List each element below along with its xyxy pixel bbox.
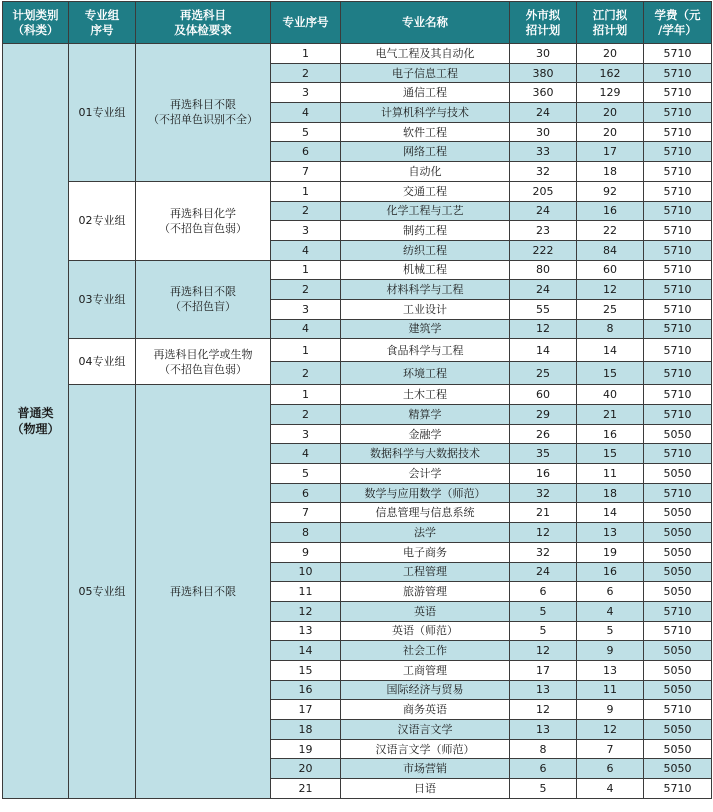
outer-city-plan-cell: 6 bbox=[510, 582, 577, 602]
outer-city-plan-cell: 24 bbox=[510, 201, 577, 221]
outer-city-plan-cell: 5 bbox=[510, 601, 577, 621]
major-number-cell: 16 bbox=[271, 680, 341, 700]
jiangmen-plan-cell: 6 bbox=[577, 759, 644, 779]
tuition-cell: 5050 bbox=[644, 582, 712, 602]
header-text: 再选科目 及体检要求 bbox=[174, 7, 232, 37]
jiangmen-plan-cell: 16 bbox=[577, 424, 644, 444]
major-name-cell: 社会工作 bbox=[341, 641, 510, 661]
subject-requirement-cell: 再选科目化学或生物 （不招色盲色弱） bbox=[136, 339, 271, 385]
jiangmen-plan-cell: 25 bbox=[577, 299, 644, 319]
jiangmen-plan-cell: 9 bbox=[577, 700, 644, 720]
tuition-cell: 5050 bbox=[644, 464, 712, 484]
jiangmen-plan-cell: 92 bbox=[577, 181, 644, 201]
header-text: 计划类别 （科类） bbox=[12, 7, 59, 37]
major-name-cell: 汉语言文学（师范） bbox=[341, 739, 510, 759]
major-name-cell: 汉语言文学 bbox=[341, 720, 510, 740]
major-number-cell: 6 bbox=[271, 142, 341, 162]
major-number-cell: 11 bbox=[271, 582, 341, 602]
tuition-cell: 5710 bbox=[644, 444, 712, 464]
major-name-cell: 电子信息工程 bbox=[341, 63, 510, 83]
jiangmen-plan-cell: 8 bbox=[577, 319, 644, 339]
major-name-cell: 机械工程 bbox=[341, 260, 510, 280]
outer-city-plan-cell: 29 bbox=[510, 405, 577, 425]
major-name-cell: 市场营销 bbox=[341, 759, 510, 779]
major-name-cell: 电子商务 bbox=[341, 542, 510, 562]
major-name-cell: 精算学 bbox=[341, 405, 510, 425]
outer-city-plan-cell: 16 bbox=[510, 464, 577, 484]
major-number-cell: 1 bbox=[271, 260, 341, 280]
major-number-cell: 1 bbox=[271, 44, 341, 64]
tuition-cell: 5050 bbox=[644, 720, 712, 740]
header-jiangmen-plan bbox=[577, 2, 644, 44]
major-number-cell: 3 bbox=[271, 299, 341, 319]
jiangmen-plan-cell: 20 bbox=[577, 122, 644, 142]
major-name-cell: 食品科学与工程 bbox=[341, 339, 510, 362]
jiangmen-plan-cell: 18 bbox=[577, 483, 644, 503]
jiangmen-plan-cell: 60 bbox=[577, 260, 644, 280]
header-group-number bbox=[69, 2, 136, 44]
outer-city-plan-cell: 21 bbox=[510, 503, 577, 523]
tuition-cell: 5710 bbox=[644, 201, 712, 221]
table-row bbox=[3, 385, 712, 405]
tuition-cell: 5710 bbox=[644, 385, 712, 405]
jiangmen-plan-cell: 20 bbox=[577, 44, 644, 64]
major-name-cell: 交通工程 bbox=[341, 181, 510, 201]
jiangmen-plan-cell: 14 bbox=[577, 339, 644, 362]
outer-city-plan-cell: 12 bbox=[510, 700, 577, 720]
outer-city-plan-cell: 32 bbox=[510, 542, 577, 562]
major-name-cell: 纺织工程 bbox=[341, 240, 510, 260]
major-number-cell: 3 bbox=[271, 424, 341, 444]
header-text: 专业组 序号 bbox=[84, 7, 120, 37]
major-number-cell: 4 bbox=[271, 103, 341, 123]
jiangmen-plan-cell: 18 bbox=[577, 162, 644, 182]
outer-city-plan-cell: 13 bbox=[510, 720, 577, 740]
header-text: 专业名称 bbox=[402, 15, 448, 29]
outer-city-plan-cell: 360 bbox=[510, 83, 577, 103]
tuition-cell: 5050 bbox=[644, 542, 712, 562]
jiangmen-plan-cell: 21 bbox=[577, 405, 644, 425]
table-row bbox=[3, 44, 712, 64]
jiangmen-plan-cell: 12 bbox=[577, 720, 644, 740]
major-number-cell: 2 bbox=[271, 63, 341, 83]
tuition-cell: 5710 bbox=[644, 103, 712, 123]
enrollment-plan-table bbox=[2, 1, 712, 799]
major-name-cell: 材料科学与工程 bbox=[341, 280, 510, 300]
major-number-cell: 19 bbox=[271, 739, 341, 759]
header-text: 学费（元 /学年） bbox=[654, 7, 701, 37]
table-row bbox=[3, 181, 712, 201]
jiangmen-plan-cell: 162 bbox=[577, 63, 644, 83]
header-text: 专业序号 bbox=[282, 15, 329, 29]
major-name-cell: 电气工程及其自动化 bbox=[341, 44, 510, 64]
major-number-cell: 9 bbox=[271, 542, 341, 562]
tuition-cell: 5710 bbox=[644, 362, 712, 385]
tuition-cell: 5710 bbox=[644, 483, 712, 503]
major-name-cell: 数据科学与大数据技术 bbox=[341, 444, 510, 464]
jiangmen-plan-cell: 13 bbox=[577, 523, 644, 543]
major-name-cell: 土木工程 bbox=[341, 385, 510, 405]
jiangmen-plan-cell: 9 bbox=[577, 641, 644, 661]
major-name-cell: 日语 bbox=[341, 779, 510, 799]
tuition-cell: 5710 bbox=[644, 339, 712, 362]
header-text: 江门拟 招计划 bbox=[592, 7, 628, 37]
tuition-cell: 5710 bbox=[644, 122, 712, 142]
outer-city-plan-cell: 30 bbox=[510, 44, 577, 64]
header-tuition bbox=[644, 2, 712, 44]
major-name-cell: 法学 bbox=[341, 523, 510, 543]
major-number-cell: 5 bbox=[271, 122, 341, 142]
tuition-cell: 5050 bbox=[644, 739, 712, 759]
major-name-cell: 工程管理 bbox=[341, 562, 510, 582]
tuition-cell: 5050 bbox=[644, 680, 712, 700]
outer-city-plan-cell: 32 bbox=[510, 162, 577, 182]
major-number-cell: 21 bbox=[271, 779, 341, 799]
subject-requirement-cell: 再选科目不限 （不招色盲） bbox=[136, 260, 271, 339]
tuition-cell: 5710 bbox=[644, 142, 712, 162]
major-number-cell: 4 bbox=[271, 319, 341, 339]
outer-city-plan-cell: 205 bbox=[510, 181, 577, 201]
major-name-cell: 英语 bbox=[341, 601, 510, 621]
jiangmen-plan-cell: 15 bbox=[577, 362, 644, 385]
jiangmen-plan-cell: 14 bbox=[577, 503, 644, 523]
tuition-cell: 5050 bbox=[644, 641, 712, 661]
tuition-cell: 5050 bbox=[644, 660, 712, 680]
major-number-cell: 3 bbox=[271, 83, 341, 103]
major-number-cell: 13 bbox=[271, 621, 341, 641]
tuition-cell: 5710 bbox=[644, 319, 712, 339]
major-number-cell: 8 bbox=[271, 523, 341, 543]
header-major-number bbox=[271, 2, 341, 44]
jiangmen-plan-cell: 4 bbox=[577, 601, 644, 621]
jiangmen-plan-cell: 6 bbox=[577, 582, 644, 602]
major-number-cell: 6 bbox=[271, 483, 341, 503]
major-number-cell: 5 bbox=[271, 464, 341, 484]
major-number-cell: 20 bbox=[271, 759, 341, 779]
jiangmen-plan-cell: 40 bbox=[577, 385, 644, 405]
major-number-cell: 4 bbox=[271, 444, 341, 464]
major-number-cell: 1 bbox=[271, 181, 341, 201]
jiangmen-plan-cell: 19 bbox=[577, 542, 644, 562]
outer-city-plan-cell: 8 bbox=[510, 739, 577, 759]
outer-city-plan-cell: 60 bbox=[510, 385, 577, 405]
outer-city-plan-cell: 13 bbox=[510, 680, 577, 700]
major-number-cell: 1 bbox=[271, 339, 341, 362]
tuition-cell: 5710 bbox=[644, 601, 712, 621]
major-number-cell: 2 bbox=[271, 280, 341, 300]
jiangmen-plan-cell: 11 bbox=[577, 680, 644, 700]
outer-city-plan-cell: 80 bbox=[510, 260, 577, 280]
major-number-cell: 10 bbox=[271, 562, 341, 582]
tuition-cell: 5710 bbox=[644, 405, 712, 425]
tuition-cell: 5050 bbox=[644, 759, 712, 779]
outer-city-plan-cell: 12 bbox=[510, 641, 577, 661]
major-number-cell: 12 bbox=[271, 601, 341, 621]
outer-city-plan-cell: 17 bbox=[510, 660, 577, 680]
major-name-cell: 工业设计 bbox=[341, 299, 510, 319]
jiangmen-plan-cell: 12 bbox=[577, 280, 644, 300]
jiangmen-plan-cell: 17 bbox=[577, 142, 644, 162]
outer-city-plan-cell: 32 bbox=[510, 483, 577, 503]
major-name-cell: 信息管理与信息系统 bbox=[341, 503, 510, 523]
outer-city-plan-cell: 24 bbox=[510, 562, 577, 582]
jiangmen-plan-cell: 4 bbox=[577, 779, 644, 799]
jiangmen-plan-cell: 129 bbox=[577, 83, 644, 103]
major-number-cell: 2 bbox=[271, 362, 341, 385]
group-number-cell: 05专业组 bbox=[69, 385, 136, 798]
major-name-cell: 会计学 bbox=[341, 464, 510, 484]
outer-city-plan-cell: 55 bbox=[510, 299, 577, 319]
jiangmen-plan-cell: 7 bbox=[577, 739, 644, 759]
major-number-cell: 15 bbox=[271, 660, 341, 680]
major-name-cell: 旅游管理 bbox=[341, 582, 510, 602]
major-number-cell: 3 bbox=[271, 221, 341, 241]
major-name-cell: 英语（师范） bbox=[341, 621, 510, 641]
major-number-cell: 7 bbox=[271, 162, 341, 182]
subject-requirement-cell: 再选科目不限 （不招单色识别不全） bbox=[136, 44, 271, 182]
tuition-cell: 5710 bbox=[644, 280, 712, 300]
major-number-cell: 1 bbox=[271, 385, 341, 405]
tuition-cell: 5710 bbox=[644, 63, 712, 83]
jiangmen-plan-cell: 15 bbox=[577, 444, 644, 464]
tuition-cell: 5710 bbox=[644, 299, 712, 319]
jiangmen-plan-cell: 13 bbox=[577, 660, 644, 680]
tuition-cell: 5050 bbox=[644, 503, 712, 523]
outer-city-plan-cell: 380 bbox=[510, 63, 577, 83]
outer-city-plan-cell: 12 bbox=[510, 319, 577, 339]
major-name-cell: 国际经济与贸易 bbox=[341, 680, 510, 700]
outer-city-plan-cell: 25 bbox=[510, 362, 577, 385]
outer-city-plan-cell: 14 bbox=[510, 339, 577, 362]
group-number-cell: 04专业组 bbox=[69, 339, 136, 385]
outer-city-plan-cell: 6 bbox=[510, 759, 577, 779]
subject-requirement-cell: 再选科目化学 （不招色盲色弱） bbox=[136, 181, 271, 260]
outer-city-plan-cell: 26 bbox=[510, 424, 577, 444]
jiangmen-plan-cell: 16 bbox=[577, 201, 644, 221]
major-number-cell: 17 bbox=[271, 700, 341, 720]
major-name-cell: 化学工程与工艺 bbox=[341, 201, 510, 221]
tuition-cell: 5710 bbox=[644, 260, 712, 280]
outer-city-plan-cell: 35 bbox=[510, 444, 577, 464]
major-name-cell: 建筑学 bbox=[341, 319, 510, 339]
major-name-cell: 计算机科学与技术 bbox=[341, 103, 510, 123]
major-number-cell: 14 bbox=[271, 641, 341, 661]
table-body bbox=[3, 44, 712, 799]
outer-city-plan-cell: 24 bbox=[510, 103, 577, 123]
table-row bbox=[3, 339, 712, 362]
major-name-cell: 商务英语 bbox=[341, 700, 510, 720]
outer-city-plan-cell: 30 bbox=[510, 122, 577, 142]
jiangmen-plan-cell: 22 bbox=[577, 221, 644, 241]
tuition-cell: 5710 bbox=[644, 181, 712, 201]
tuition-cell: 5710 bbox=[644, 83, 712, 103]
major-number-cell: 2 bbox=[271, 201, 341, 221]
header-plan-category bbox=[3, 2, 69, 44]
major-name-cell: 网络工程 bbox=[341, 142, 510, 162]
jiangmen-plan-cell: 5 bbox=[577, 621, 644, 641]
group-number-cell: 01专业组 bbox=[69, 44, 136, 182]
major-number-cell: 7 bbox=[271, 503, 341, 523]
tuition-cell: 5050 bbox=[644, 424, 712, 444]
header-subject-requirement bbox=[136, 2, 271, 44]
tuition-cell: 5710 bbox=[644, 221, 712, 241]
subject-requirement-cell: 再选科目不限 bbox=[136, 385, 271, 798]
major-name-cell: 数学与应用数学（师范） bbox=[341, 483, 510, 503]
tuition-cell: 5050 bbox=[644, 523, 712, 543]
outer-city-plan-cell: 222 bbox=[510, 240, 577, 260]
plan-category-cell: 普通类 （物理） bbox=[3, 44, 69, 799]
tuition-cell: 5050 bbox=[644, 562, 712, 582]
major-name-cell: 自动化 bbox=[341, 162, 510, 182]
tuition-cell: 5710 bbox=[644, 240, 712, 260]
major-number-cell: 2 bbox=[271, 405, 341, 425]
outer-city-plan-cell: 33 bbox=[510, 142, 577, 162]
header-major-name bbox=[341, 2, 510, 44]
tuition-cell: 5710 bbox=[644, 700, 712, 720]
group-number-cell: 02专业组 bbox=[69, 181, 136, 260]
major-number-cell: 18 bbox=[271, 720, 341, 740]
outer-city-plan-cell: 5 bbox=[510, 621, 577, 641]
outer-city-plan-cell: 5 bbox=[510, 779, 577, 799]
major-name-cell: 通信工程 bbox=[341, 83, 510, 103]
outer-city-plan-cell: 12 bbox=[510, 523, 577, 543]
major-name-cell: 工商管理 bbox=[341, 660, 510, 680]
major-name-cell: 软件工程 bbox=[341, 122, 510, 142]
jiangmen-plan-cell: 16 bbox=[577, 562, 644, 582]
outer-city-plan-cell: 24 bbox=[510, 280, 577, 300]
tuition-cell: 5710 bbox=[644, 779, 712, 799]
major-name-cell: 环境工程 bbox=[341, 362, 510, 385]
jiangmen-plan-cell: 11 bbox=[577, 464, 644, 484]
tuition-cell: 5710 bbox=[644, 44, 712, 64]
header-text: 外市拟 招计划 bbox=[525, 7, 561, 37]
jiangmen-plan-cell: 84 bbox=[577, 240, 644, 260]
major-name-cell: 金融学 bbox=[341, 424, 510, 444]
header-outer-city-plan bbox=[510, 2, 577, 44]
jiangmen-plan-cell: 20 bbox=[577, 103, 644, 123]
group-number-cell: 03专业组 bbox=[69, 260, 136, 339]
major-number-cell: 4 bbox=[271, 240, 341, 260]
header-row bbox=[3, 2, 712, 44]
major-name-cell: 制药工程 bbox=[341, 221, 510, 241]
tuition-cell: 5710 bbox=[644, 621, 712, 641]
tuition-cell: 5710 bbox=[644, 162, 712, 182]
table-row bbox=[3, 260, 712, 280]
outer-city-plan-cell: 23 bbox=[510, 221, 577, 241]
